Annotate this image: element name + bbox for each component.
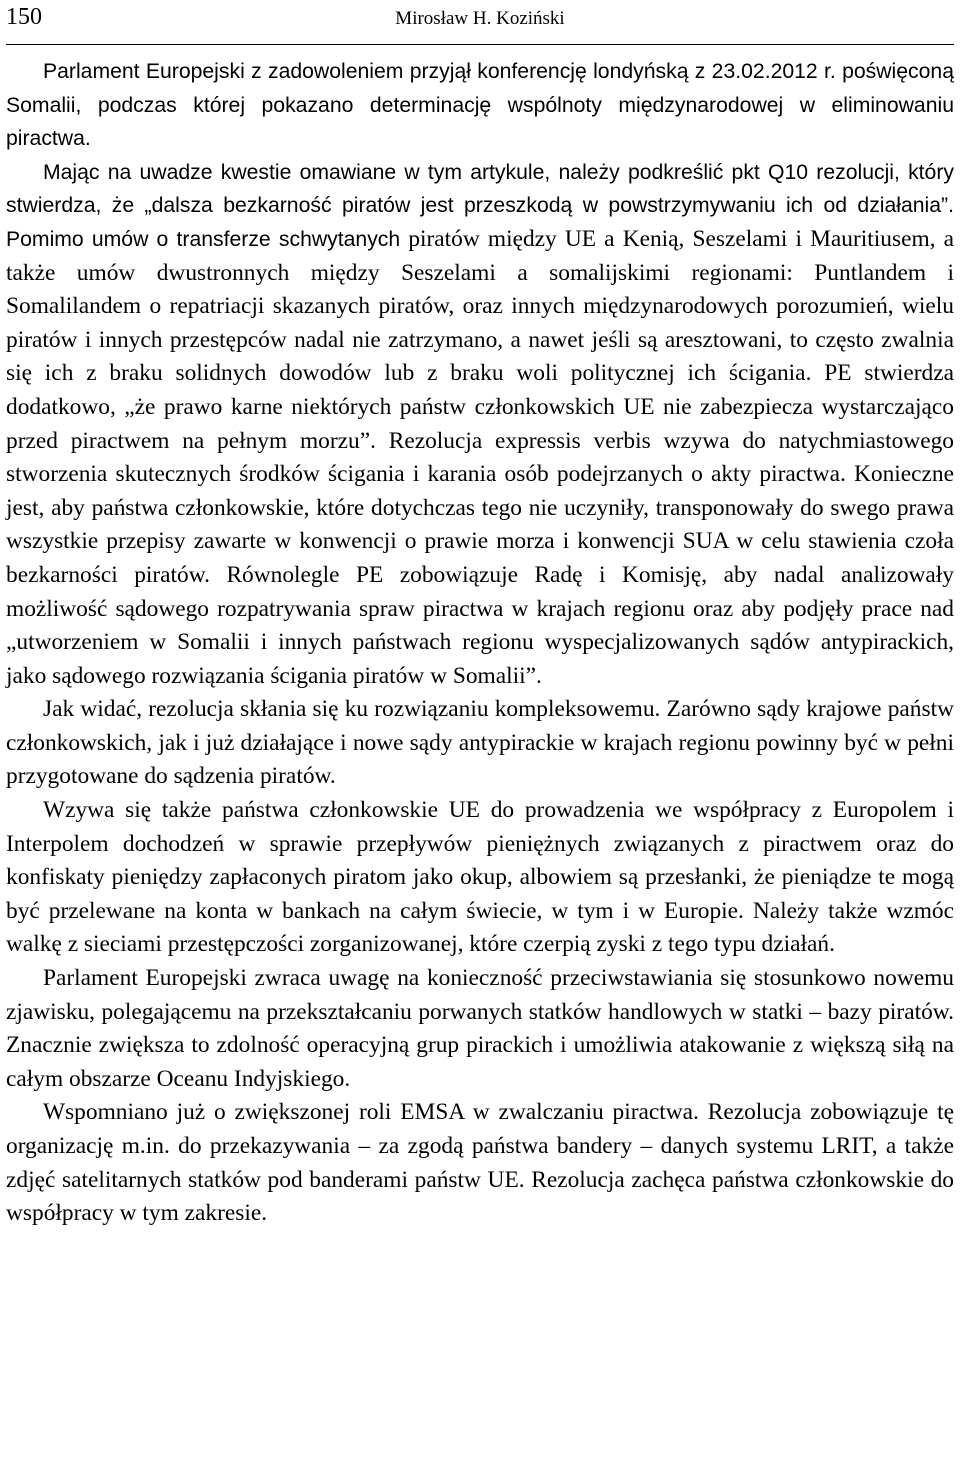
paragraph-text: Jak widać, rezolucja skłania się ku rozwiązaniu kompleksowemu. Zarówno sądy krajowe państw członkowskich, jak i już działające i nowe sądy antypirackie w krajach regionu powinny być w pełni przygotowane do sądzenia piratów. <box>6 696 954 790</box>
paragraph-mother-ships <box>6 962 954 1096</box>
body-text <box>6 55 954 1231</box>
paragraph-text: piratów między UE a Kenią, Seszelami i Mauritiusem, a także umów dwustronnych między Seszelami a somalijskimi regionami: Puntlandem i Somalilandem o repatriacji skazanych piratów, oraz innych międzynarodowych porozumień, wielu piratów i innych przestępców nadal nie zatrzymano, a nawet jeśli są aresztowani, to często zwalnia się ich z braku solidnych dowodów lub z braku woli politycznej ich ścigania. PE stwierdza dodatkowo, „że prawo karne niektórych państw członkowskich UE nie zabezpiecza wystarczająco przed piractwem na pełnym morzu”. Rezolucja expressis verbis wzywa do natychmiastowego stworzenia skutecznych środków ścigania i karania osób podejrzanych o akty piractwa. Konieczne jest, aby państwa członkowskie, które dotychczas tego nie uczyniły, transponowały do swego prawa wszystkie przepisy zawarte w konwencji o prawie morza i konwencji SUA w celu stawienia czoła bezkarności piratów. Równolegle PE zobowiązuje Radę i Komisję, aby nadal analizowały możliwość sądowego rozpatrywania spraw piractwa w krajach regionu oraz aby podjęły prace nad „utworzeniem w Somalii i innych państwach regionu wyspecjalizowanych sądów antypirackich, jako sądowego rozwiązania ścigania piratów w Somalii”. <box>6 225 954 689</box>
paragraph-text: Wzywa się także państwa członkowskie UE do prowadzenia we współpracy z Europolem i Interpolem dochodzeń w sprawie przepływów pieniężnych związanych z piractwem oraz do konfiskaty pieniędzy zapłaconych piratom jako okup, albowiem są przesłanki, że pieniądze te mogą być przelewane na konta w bankach na całym świecie, w tym i w Europie. Należy także wzmóc walkę z sieciami przestępczości zorganizowanej, które czerpią zyski z tego typu działań. <box>6 797 954 958</box>
running-head-author: Mirosław H. Koziński <box>395 8 565 29</box>
paragraph-emsa <box>6 1096 954 1230</box>
paragraph-conference <box>6 55 954 156</box>
paragraph-text: Parlament Europejski zwraca uwagę na konieczność przeciwstawiania się stosunkowo nowemu zjawisku, polegającemu na przekształcaniu porwanych statków handlowych w statki – bazy piratów. Znacznie zwiększa to zdolność operacyjną grup pirackich i umożliwia atakowanie z większą siłą na całym obszarze Oceanu Indyjskiego. <box>6 965 954 1092</box>
page-number: 150 <box>6 4 42 30</box>
paragraph-text: Mając na uwadze kwestie omawiane w tym artykule, należy podkreślić pkt Q10 rezolucji, który stwierdza, że „dalsza bezkarność piratów jest przeszkodą w powstrzymywaniu ich od działania”. Pomimo umów o transferze schwytanych <box>6 160 954 251</box>
paragraph-resolution-q10 <box>6 156 954 694</box>
paragraph-text: Parlament Europejski z zadowoleniem przyjął konferencję londyńską z 23.02.2012 r. poświęconą Somalii, podczas której pokazano determinację wspólnoty międzynarodowej w eliminowaniu piractwa. <box>6 60 954 151</box>
paragraph-text: Wspomniano już o zwiększonej roli EMSA w zwalczaniu piractwa. Rezolucja zobowiązuje tę organizację m.in. do przekazywania – za zgodą państwa bandery – danych systemu LRIT, a także zdjęć satelitarnych statków pod banderami państw UE. Rezolucja zachęca państwa członkowskie do współpracy w tym zakresie. <box>6 1099 954 1227</box>
paragraph-comprehensive-solution <box>6 693 954 794</box>
paragraph-europol-interpol <box>6 794 954 962</box>
page-header <box>6 0 954 45</box>
